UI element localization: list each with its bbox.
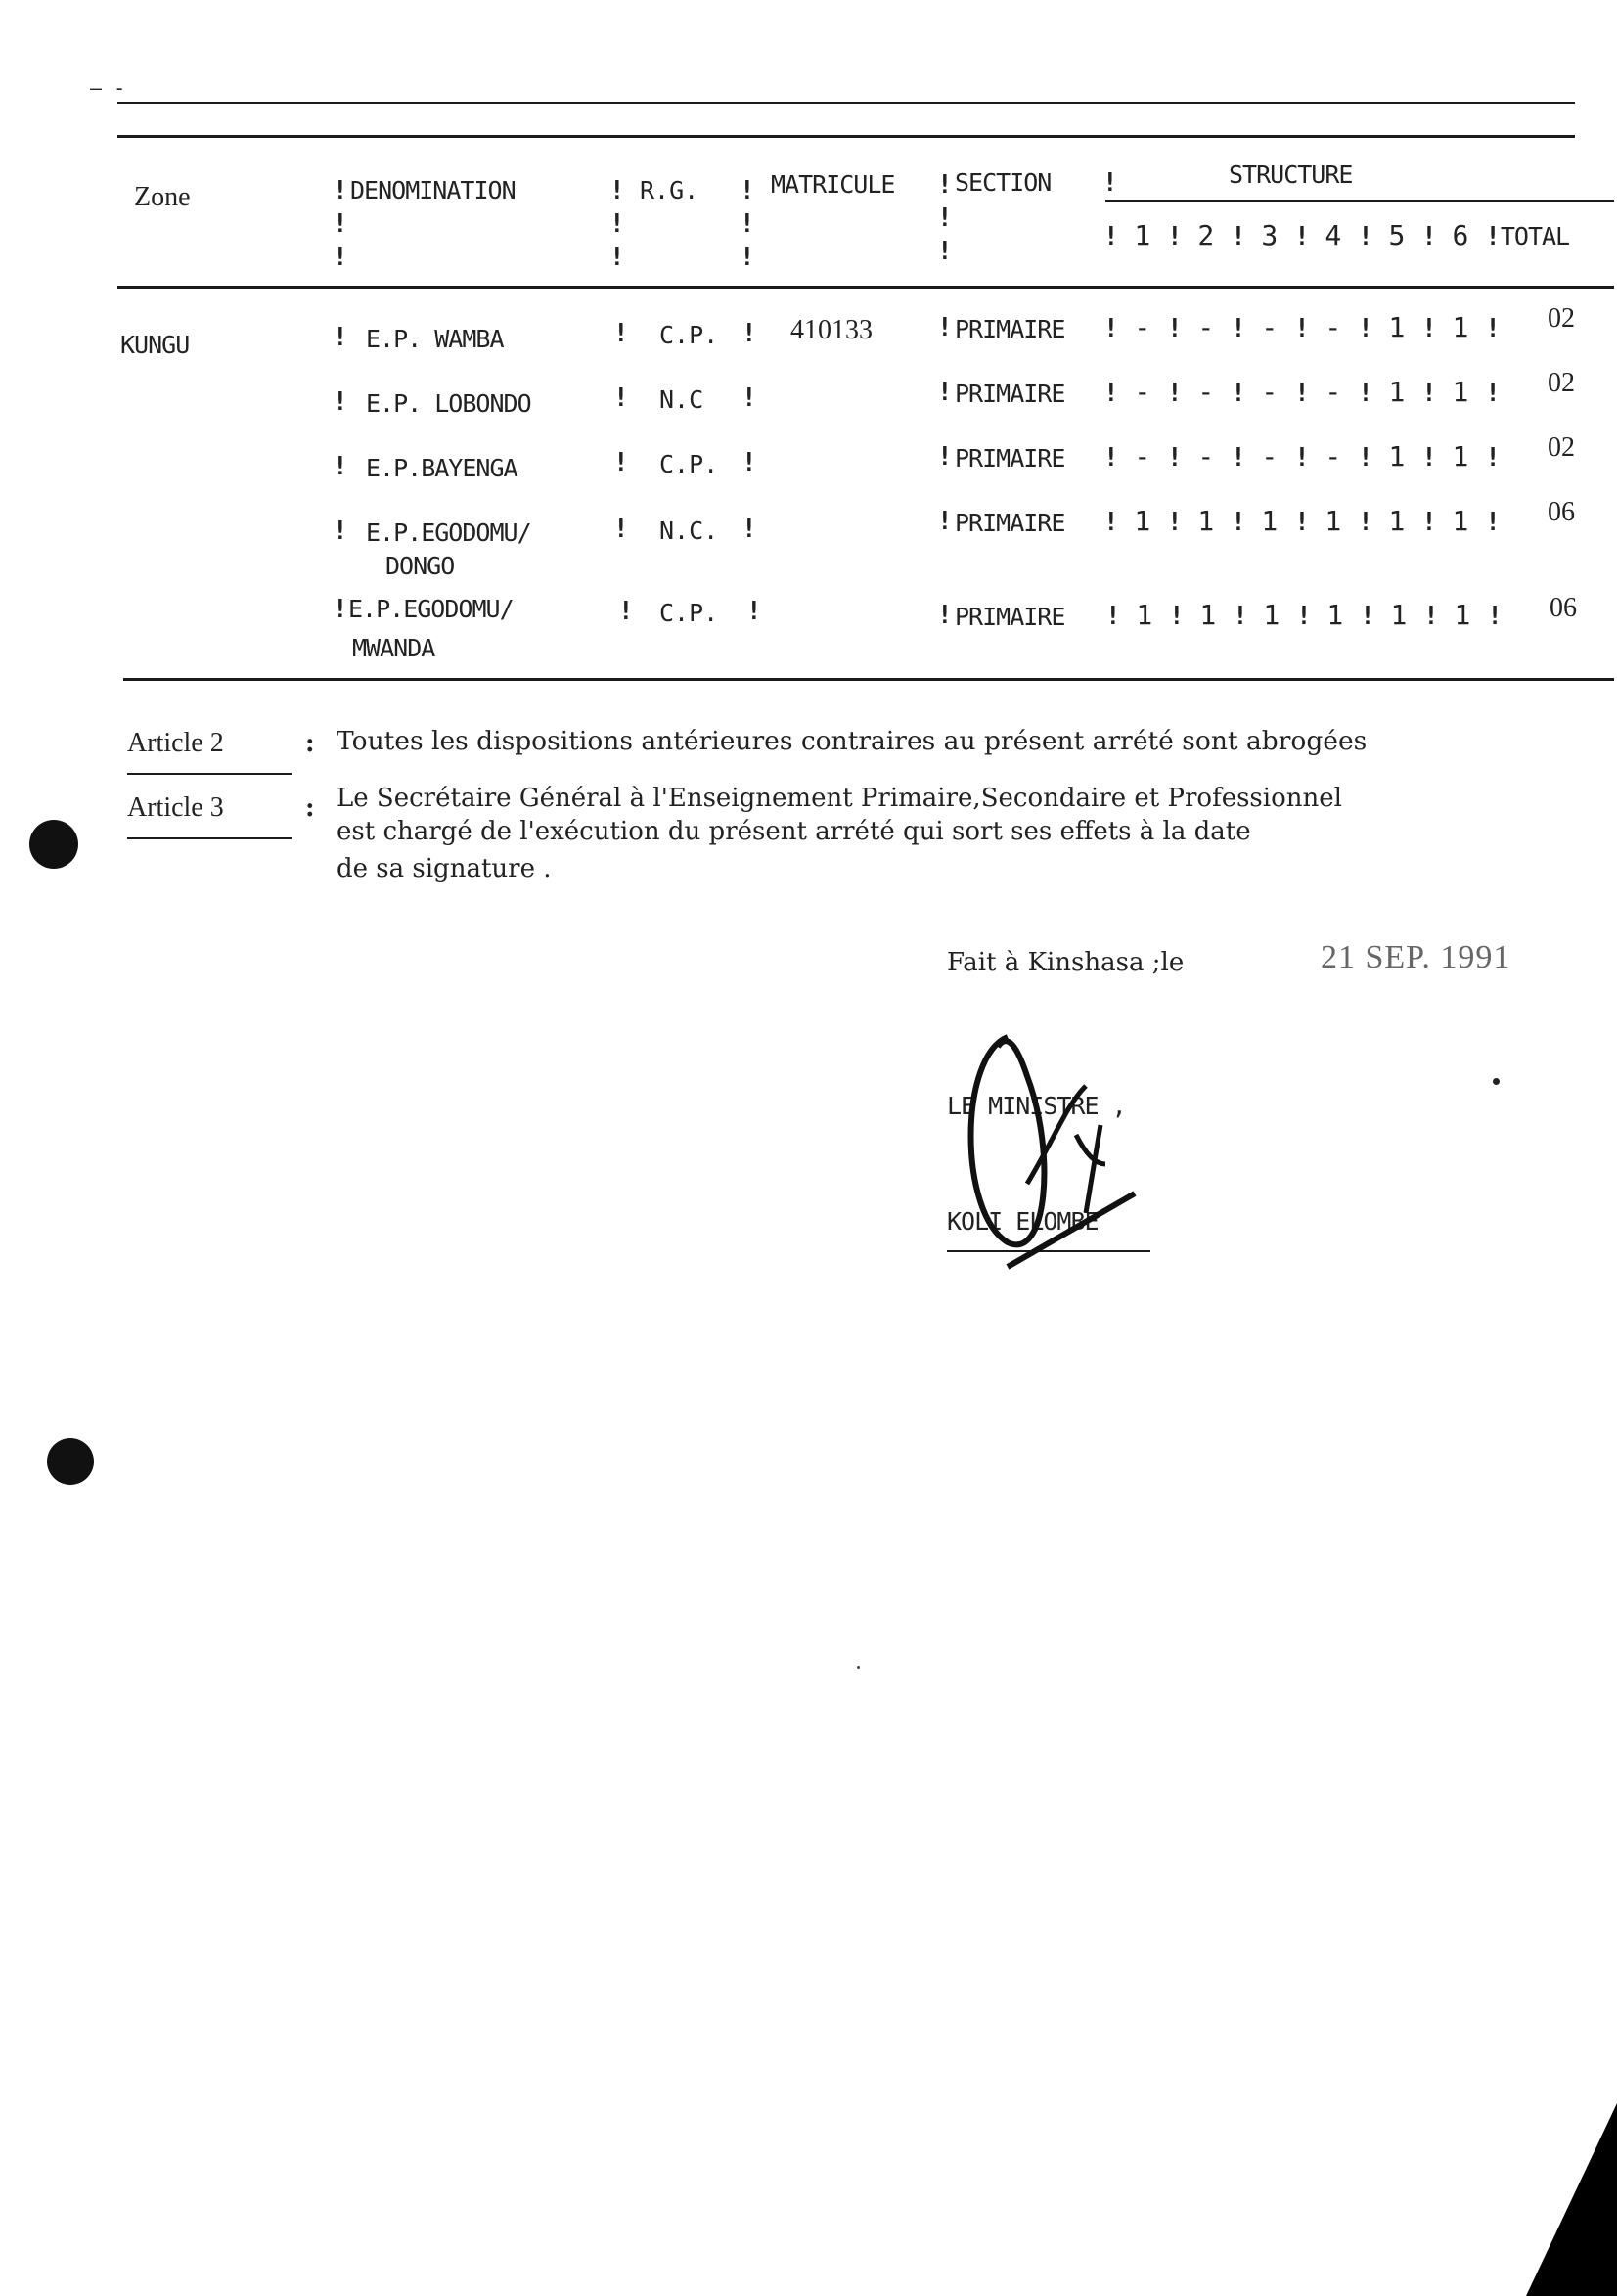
scan-mark: ‒ ‑ xyxy=(90,76,126,100)
structure-cell: 1 xyxy=(1197,505,1215,537)
header-separator: ! ! ! xyxy=(333,176,348,272)
structure-col: 4 xyxy=(1325,219,1342,251)
row-separator: ! xyxy=(333,387,348,417)
table-top-rule xyxy=(117,135,1575,138)
header-separator: ! xyxy=(1102,168,1118,198)
row-separator: ! xyxy=(937,313,953,342)
corner-fold xyxy=(1526,2103,1617,2296)
row-total: 02 xyxy=(1548,303,1575,334)
structure-cell: - xyxy=(1261,311,1279,343)
structure-col: 5 xyxy=(1388,219,1406,251)
structure-cell: - xyxy=(1325,376,1342,408)
structure-subheader: ! 1 ! 2 ! 3 ! 4 ! 5 ! 6 !TOTAL xyxy=(1103,219,1570,251)
row-separator: ! xyxy=(333,452,348,481)
row-name: E.P.EGODOMU/ xyxy=(366,518,531,547)
minister-name: KOLI ELOMBE xyxy=(947,1207,1099,1236)
header-structure: STRUCTURE xyxy=(1229,160,1353,189)
row-separator: ! xyxy=(741,515,757,544)
row-separator: ! xyxy=(613,448,629,477)
row-separator: ! xyxy=(741,448,757,477)
structure-cell: 1 xyxy=(1452,505,1469,537)
row-section: PRIMAIRE xyxy=(955,509,1065,537)
row-separator: ! xyxy=(937,442,953,472)
table-bottom-rule xyxy=(123,678,1614,681)
header-zone: Zone xyxy=(134,182,191,212)
structure-cell: - xyxy=(1134,440,1151,473)
row-rg: C.P. xyxy=(659,599,719,627)
structure-cell: 1 xyxy=(1390,599,1408,631)
structure-cell: 1 xyxy=(1388,505,1406,537)
header-rg: R.G. xyxy=(640,176,699,204)
structure-cell: - xyxy=(1261,376,1279,408)
article-2-label: Article 2 xyxy=(127,728,224,758)
row-structure: ! - ! - ! - ! - ! 1 ! 1 ! xyxy=(1103,440,1501,473)
structure-cell: 1 xyxy=(1136,599,1153,631)
structure-col: 1 xyxy=(1134,219,1151,251)
article-3-line-3: de sa signature . xyxy=(337,854,552,883)
row-total: 06 xyxy=(1548,497,1575,527)
structure-cell: - xyxy=(1134,311,1151,343)
structure-cell: - xyxy=(1325,440,1342,473)
row-structure: ! - ! - ! - ! - ! 1 ! 1 ! xyxy=(1103,376,1501,408)
row-separator: ! xyxy=(613,383,629,413)
structure-col: 2 xyxy=(1197,219,1215,251)
article-2-colon: : xyxy=(305,729,315,758)
structure-cell: 1 xyxy=(1261,505,1279,537)
structure-cell: - xyxy=(1325,311,1342,343)
row-section: PRIMAIRE xyxy=(955,315,1065,343)
structure-cell: 1 xyxy=(1326,599,1344,631)
row-separator: ! xyxy=(333,323,348,352)
structure-cell: 1 xyxy=(1388,311,1406,343)
top-rule xyxy=(117,102,1575,104)
minister-title: LE MINISTRE , xyxy=(947,1092,1126,1120)
structure-cell: 1 xyxy=(1199,599,1217,631)
structure-cell: 1 xyxy=(1452,311,1469,343)
row-rg: N.C xyxy=(659,385,704,414)
row-rg: C.P. xyxy=(659,321,719,349)
article-2-underline xyxy=(127,773,292,775)
signature xyxy=(939,1017,1174,1272)
header-denomination: DENOMINATION xyxy=(350,176,516,204)
zone-value: KUNGU xyxy=(120,331,190,359)
row-section: PRIMAIRE xyxy=(955,380,1065,408)
structure-cell: - xyxy=(1197,311,1215,343)
structure-cell: 1 xyxy=(1134,505,1151,537)
header-separator: ! ! ! xyxy=(609,176,625,272)
row-separator: ! xyxy=(613,515,629,544)
structure-cell: - xyxy=(1197,440,1215,473)
article-3-underline xyxy=(127,837,292,839)
row-separator: ! xyxy=(937,601,953,630)
row-rg: C.P. xyxy=(659,450,719,478)
article-3-line-2: est chargé de l'exécution du présent arrété qui sort ses effets à la date xyxy=(337,817,1251,846)
structure-rule xyxy=(1105,200,1614,202)
row-separator: ! xyxy=(746,597,762,626)
row-separator: ! xyxy=(618,597,634,626)
row-matricule: 410133 xyxy=(790,315,873,345)
article-2-text: Toutes les dispositions antérieures contraires au présent arrété sont abrogées xyxy=(337,726,1368,756)
row-total: 02 xyxy=(1548,432,1575,463)
row-separator: ! xyxy=(613,319,629,348)
row-name: E.P.BAYENGA xyxy=(366,454,517,482)
row-separator: ! xyxy=(333,595,348,624)
header-bottom-rule xyxy=(117,286,1614,289)
header-matricule: MATRICULE xyxy=(771,170,895,199)
article-3-colon: : xyxy=(305,793,315,823)
dot-mark xyxy=(857,1666,860,1669)
punch-hole xyxy=(29,820,78,869)
header-total: TOTAL xyxy=(1500,222,1570,250)
header-separator: ! ! ! xyxy=(937,170,953,266)
dot-mark xyxy=(1493,1078,1500,1085)
row-separator: ! xyxy=(333,517,348,546)
row-structure: ! - ! - ! - ! - ! 1 ! 1 ! xyxy=(1103,311,1501,343)
structure-cell: 1 xyxy=(1454,599,1471,631)
structure-cell: - xyxy=(1134,376,1151,408)
row-section: PRIMAIRE xyxy=(955,603,1065,631)
row-name: E.P. LOBONDO xyxy=(366,389,531,418)
row-total: 02 xyxy=(1548,368,1575,398)
structure-cell: 1 xyxy=(1452,440,1469,473)
structure-cell: 1 xyxy=(1325,505,1342,537)
row-separator: ! xyxy=(741,319,757,348)
structure-col: 3 xyxy=(1261,219,1279,251)
structure-cell: 1 xyxy=(1452,376,1469,408)
closing-place: Fait à Kinshasa ;le xyxy=(947,948,1185,977)
row-name: E.P. WAMBA xyxy=(366,325,504,353)
structure-cell: 1 xyxy=(1388,376,1406,408)
row-separator: ! xyxy=(937,378,953,407)
structure-cell: - xyxy=(1261,440,1279,473)
row-separator: ! xyxy=(937,507,953,536)
row-separator: ! xyxy=(741,383,757,413)
row-section: PRIMAIRE xyxy=(955,444,1065,473)
row-name-cont: MWANDA xyxy=(352,634,435,662)
structure-cell: 1 xyxy=(1263,599,1280,631)
header-section: SECTION xyxy=(955,168,1052,197)
row-name-cont: DONGO xyxy=(385,552,455,580)
structure-col: 6 xyxy=(1452,219,1469,251)
structure-cell: - xyxy=(1197,376,1215,408)
article-3-line-1: Le Secrétaire Général à l'Enseignement Primaire,Secondaire et Professionnel xyxy=(337,784,1342,813)
row-total: 06 xyxy=(1550,593,1577,623)
structure-cell: 1 xyxy=(1388,440,1406,473)
punch-hole xyxy=(47,1438,94,1485)
row-structure: ! 1 ! 1 ! 1 ! 1 ! 1 ! 1 ! xyxy=(1103,505,1501,537)
header-separator: ! ! ! xyxy=(740,176,755,272)
row-rg: N.C. xyxy=(659,517,719,545)
stamp-date: 21 SEP. 1991 xyxy=(1321,939,1511,975)
row-structure: ! 1 ! 1 ! 1 ! 1 ! 1 ! 1 ! xyxy=(1105,599,1503,631)
article-3-label: Article 3 xyxy=(127,792,224,823)
row-name: E.P.EGODOMU/ xyxy=(348,595,514,623)
